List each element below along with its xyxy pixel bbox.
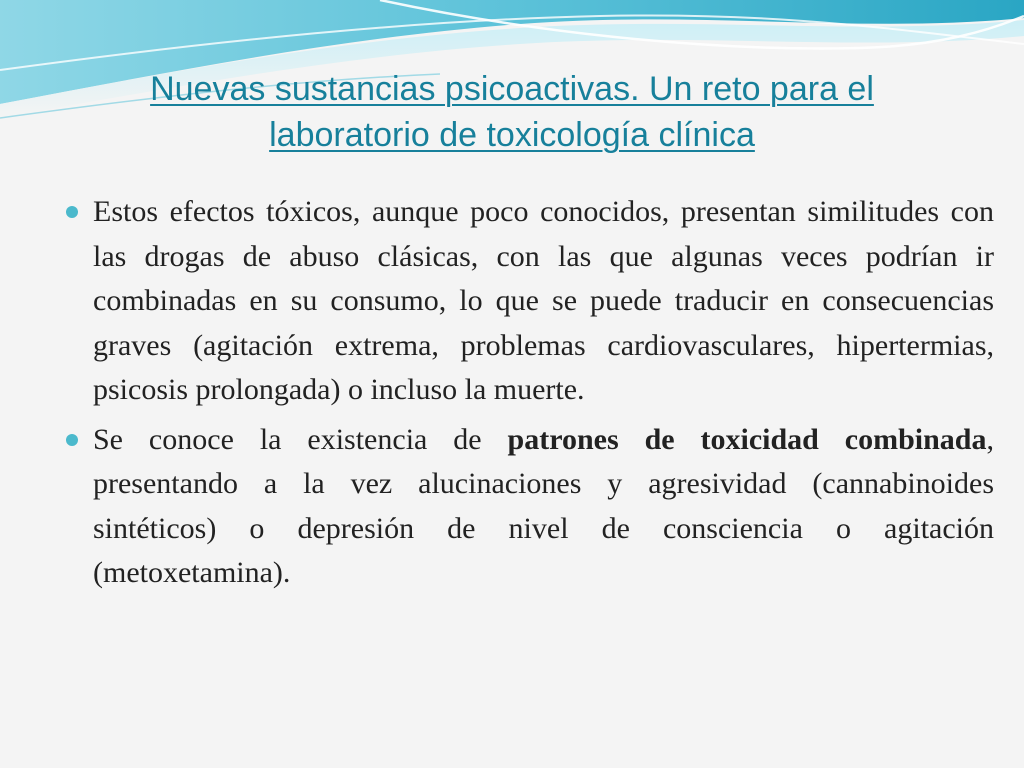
slide-title-line-2: laboratorio de toxicología clínica — [269, 116, 755, 154]
bullet-item-1 — [62, 190, 994, 413]
bullet-dot-icon — [66, 206, 78, 218]
bullet-text: Estos efectos tóxicos, aunque poco conocidos, presentan similitudes con las drogas de abuso clásicas, con las que algunas veces podrían ir combinadas en su consumo, lo que se puede traducir en consecuencias graves (agitación extrema, problemas cardiovasculares, hipertermias, psicosis prolongada) o incluso la muerte. — [93, 195, 994, 406]
bullet-text-tail: , presentando a la vez alucinaciones y agresividad (cannabinoides sintéticos) o depresión de nivel de consciencia o agitación (metoxetamina). — [93, 422, 994, 589]
bullet-item-2 — [62, 418, 994, 596]
bullet-text-lead: Se conoce la existencia de — [93, 422, 508, 456]
slide-title-line-1: Nuevas sustancias psicoactivas. Un reto para el — [150, 70, 874, 108]
bullet-text-emphasis: patrones de toxicidad combinada — [507, 422, 987, 456]
bullet-dot-icon — [66, 434, 78, 446]
bullet-list — [62, 190, 994, 601]
slide-title — [60, 66, 964, 158]
